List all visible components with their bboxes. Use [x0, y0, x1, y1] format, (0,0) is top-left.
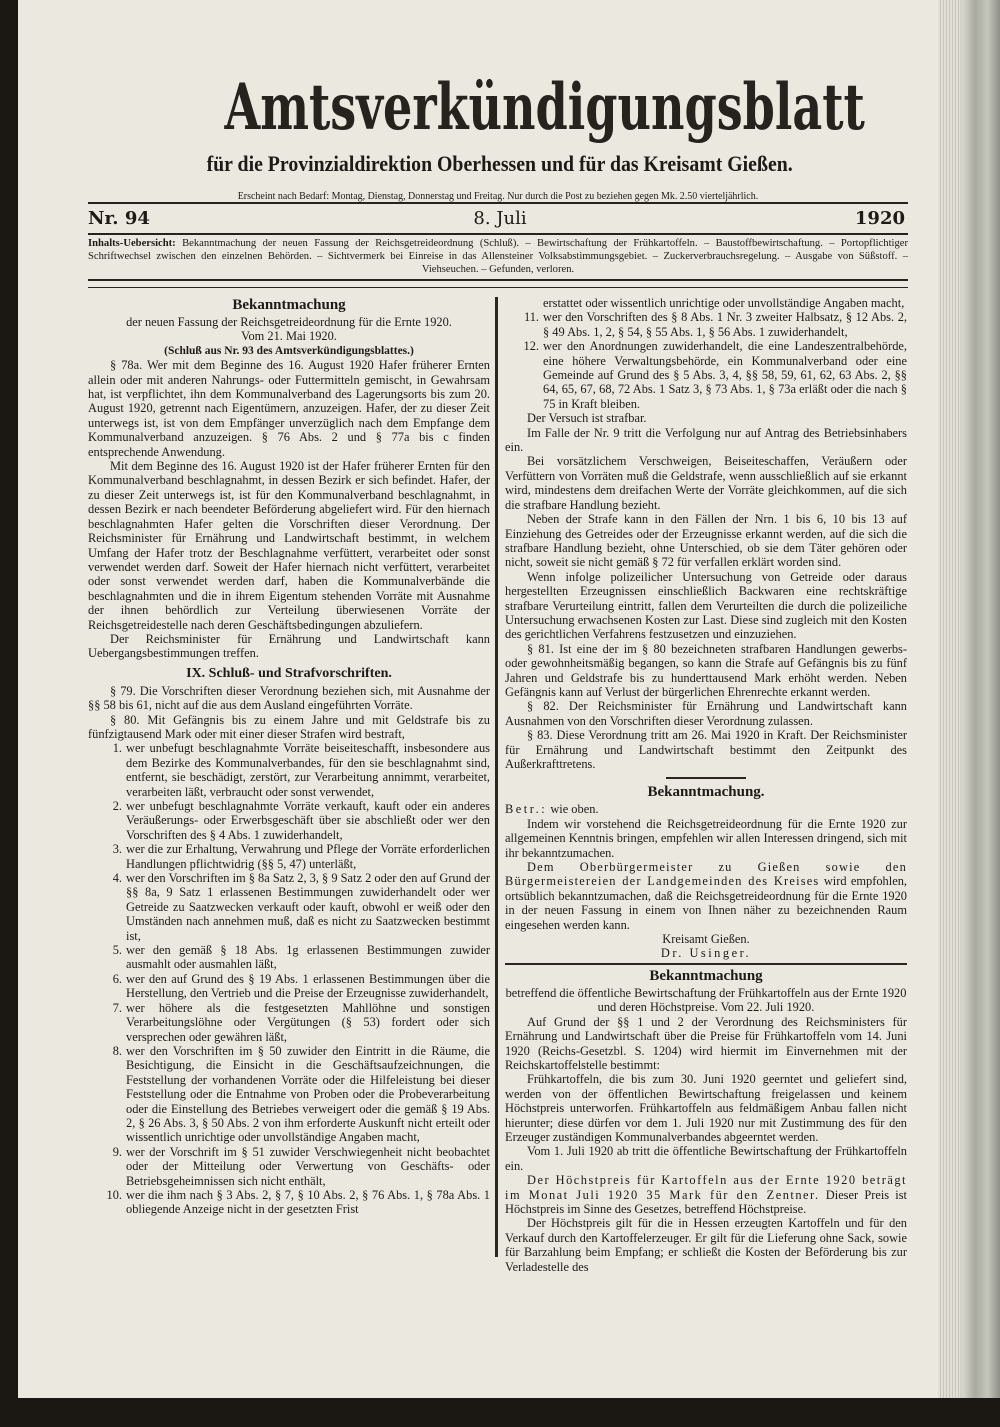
list-item — [88, 799, 490, 842]
item-number: 6. — [112, 971, 122, 986]
notice-subheading: betreffend die öffentliche Bewirtschaftung der Frühkartoffeln aus der Ernte 1920 und deren Höchstpreise. Vom 22. Juli 1920. — [505, 985, 907, 1015]
table-of-contents — [88, 237, 908, 276]
item-number: 1. — [112, 741, 122, 756]
issue-date: 8. Juli — [473, 208, 527, 229]
paragraph: Vom 1. Juli 1920 ab tritt die öffentliche Bewirtschaftung der Frühkartoffeln ein. — [505, 1144, 907, 1173]
penalty-list-continued — [505, 296, 907, 411]
list-item — [88, 1145, 490, 1188]
column-divider — [495, 297, 498, 1257]
header-rule — [88, 233, 908, 235]
paragraph: Der Höchstpreis gilt für die in Hessen erzeugten Kartoffeln und für den Verkauf durch den Kartoffelerzeuger. Er gilt für die Lieferung ohne Sack, sowie für Barzahlung beim Empfang; er schließt die Kosten der Beförderung bis zur Verladestelle des — [505, 1216, 907, 1274]
list-item — [88, 1188, 490, 1217]
issue-number: Nr. 94 — [88, 208, 150, 229]
paragraph: Mit dem Beginne des 16. August 1920 ist der Hafer früherer Ernten für den Kommunalverband beschlagnahmt, in dessen Bezirk er sich befindet. Hafer, der zu dieser Zeit unterwegs ist, ist für den Kommunalverband beschlagnahmt, in dessen Bezirk er nach beendeter Beförderung abgeliefert wird. Für den hiernach beschlagnahmten Hafer gelten die Vorschriften dieser Verordnung. Der Reichsminister für Ernährung und Landwirtschaft bestimmt, in welchem Umfang der Hafer trotz der Beschlagnahme verfüttert, verarbeitet oder sonst verwendet werden darf. Soweit der Hafer hiernach nicht verfüttert, verarbeitet oder sonst verwendet werden darf, haben die Kommunalverbände die beschlagnahmten und die in ihrem Eigentum stehenden Vorräte mit Ausnahme der ihnen behördlich zur Verteilung überwiesenen Vorräte der Reichsgetreidestelle nach deren Geschäftsbedingungen abzuliefern. — [88, 459, 490, 632]
item-text: wer den Anordnungen zuwiderhandelt, die eine Landeszentralbehörde, eine höhere Verwaltungsbehörde, ein Kommunalverband oder eine Gemeinde auf Grund des § 5 Abs. 3, 4, §§ 58, 59, 61, 62, 63 Abs. 2, §§ 64, 65, 67, 68, 72 Abs. 1 Satz 3, § 73 Abs. 1, § 73a erläßt oder die nach § 75 in Kraft bleiben. — [543, 339, 907, 411]
price-statement: Der Höchstpreis für Kartoffeln aus der Ernte 1920 beträgt im Monat Juli 1920 35 Mark für den Zentner. — [505, 1173, 907, 1202]
signature-office: Kreisamt Gießen. — [662, 932, 750, 947]
header-rule — [88, 287, 908, 288]
paragraph: Im Falle der Nr. 9 tritt die Verfolgung nur auf Antrag des Betriebsinhabers ein. — [505, 425, 907, 455]
paragraph: Bei vorsätzlichem Verschweigen, Beiseiteschaffen, Veräußern oder Verfüttern von Vorräten muß die Geldstrafe, wenn ausschließlich auf sie erkannt wird, mindestens dem dreifachen Werte der Vorräte gleichkommen, auf die sich die strafbare Handlung bezieht. — [505, 454, 907, 512]
publication-info: Erscheint nach Bedarf: Montag, Dienstag, Donnerstag und Freitag. Nur durch die Post zu beziehen gegen Mk. 2.50 vierteljährlich. — [237, 191, 759, 202]
paragraph: § 82. Der Reichsminister für Ernährung und Landwirtschaft kann Ausnahmen von den Vorschriften dieser Verordnung zulassen. — [505, 699, 907, 728]
item-text: wer höhere als die festgesetzten Mahllöhne und sonstigen Verarbeitungslöhne oder Vergütungen (§ 53) fordert oder sich versprechen oder gewähren läßt, — [126, 1000, 490, 1044]
publication-info-row — [88, 184, 908, 202]
page-stack-edge-lines — [938, 0, 960, 1398]
item-text: wer den Vorschriften im § 50 zuwider den Eintritt in die Räume, die Besichtigung, die Einsicht in die Geschäftsaufzeichnungen, die Feststellung der vorhandenen Vorräte oder die Hilfeleistung bei dieser Feststellung oder die Entnahme von Proben oder die Probeverarbeitung oder die Einstellung des Betriebes verweigert oder die gemäß § 19 Abs. 2, § 26 Abs. 3, § 50 Abs. 2 von ihm erforderte Auskunft nicht erteilt oder wissentlich unrichtige oder unvollständige Angaben macht, — [126, 1043, 490, 1145]
item-text: wer die zur Erhaltung, Verwahrung und Pflege der Vorräte erforderlichen Handlungen pflichtwidrig (§§ 5, 47) unterläßt, — [126, 842, 490, 871]
paragraph: § 81. Ist eine der im § 80 bezeichneten strafbaren Handlungen gewerbs- oder gewohnheitsmäßig begangen, so kann die Strafe auf Gefängnis bis zu fünf Jahren und Geldstrafe bis zu hunderttausend Mark erhöht werden. Neben Gefängnis kann auf Verlust der bürgerlichen Ehrenrechte erkannt werden. — [505, 641, 907, 699]
masthead — [100, 68, 900, 148]
list-item — [505, 296, 907, 310]
paragraph-text: Dieser Preis ist Höchstpreis im Sinne des Gesetzes, betreffend Höchstpreise. — [505, 1187, 907, 1216]
separator-rule — [505, 963, 907, 965]
item-number: 3. — [112, 842, 122, 857]
item-number: 2. — [112, 799, 122, 813]
item-text: wer unbefugt beschlagnahmte Vorräte verkauft, kauft oder ein anderes Veräußerungs- oder Erwerbsgeschäft über sie abschließt oder wer den Vorschriften des § 4 Abs. 1 zuwiderhandelt, — [126, 799, 490, 842]
subject-text: wie oben. — [550, 802, 599, 817]
penalty-list — [88, 741, 490, 1216]
list-item — [88, 842, 490, 871]
paragraph-text: wird empfohlen, ortsüblich bekanntzumachen, daß die Reichsgetreideordnung für die Ernte 1920 in der neuen Fassung in einem von Ihnen näher zu bezeichnenden Raum eingesehen werden kann. — [505, 874, 907, 932]
list-item — [88, 972, 490, 1001]
subject-line — [505, 802, 907, 816]
paragraph: § 80. Mit Gefängnis bis zu einem Jahre und mit Geldstrafe bis zu fünfzigtausend Mark oder mit einer dieser Strafen wird bestraft, — [88, 712, 490, 741]
list-item — [88, 871, 490, 943]
notice-subheading: der neuen Fassung der Reichsgetreideordnung für die Ernte 1920. — [126, 315, 452, 329]
paragraph: § 79. Die Vorschriften dieser Verordnung beziehen sich, mit Ausnahme der §§ 58 bis 61, nicht auf die aus dem Ausland eingeführten Vorräte. — [88, 683, 490, 713]
paragraph: Wenn infolge polizeilicher Untersuchung von Getreide oder daraus hergestellten Erzeugnissen einschließlich Backwaren eine rechtskräftige strafbare Verurteilung eintritt, fallen dem Verurteilten die durch die polizeiliche Untersuchung erwachsenen Kosten zur Last. Diese sind zugleich mit den Kosten des gerichtlichen Verfahrens festzusetzen und einzuziehen. — [505, 569, 907, 642]
item-text: wer den Vorschriften im § 8a Satz 2, 3, § 9 Satz 2 oder den auf Grund der §§ 8a, 9 Satz 1 erlassenen Bestimmungen zuwiderhandelt oder wer Getreide zu Saatzwecken verkauft oder kauft, obwohl er weiß oder den Umständen nach annehmen muß, daß es nicht zu Saatzwecken bestimmt ist, — [126, 871, 490, 943]
header-rule — [88, 202, 908, 204]
notice-heading: Bekanntmachung — [649, 967, 763, 984]
subject-label: Betr.: — [505, 802, 548, 817]
paragraph: Der Versuch ist strafbar. — [527, 411, 647, 426]
item-text: wer die ihm nach § 3 Abs. 2, § 7, § 10 Abs. 2, § 76 Abs. 1, § 78a Abs. 1 obliegende Anzeige nicht in der gesetzten Frist — [126, 1187, 490, 1217]
notice-heading: Bekanntmachung. — [647, 784, 765, 801]
left-column — [88, 296, 490, 1217]
list-item — [505, 310, 907, 339]
item-text: wer den gemäß § 18 Abs. 1g erlassenen Bestimmungen zuwider ausmahlt oder ausmahlen läßt, — [126, 943, 490, 972]
item-number: 7. — [112, 1000, 122, 1015]
signature-name: Dr. Usinger. — [660, 946, 752, 961]
item-text: wer unbefugt beschlagnahmte Vorräte beiseiteschafft, insbesondere aus dem Bezirke des Kommunalverbandes, für den sie beschlagnahmt sind, entfernt, sie beschädigt, zerstört, zur Verarbeitung annimmt, verarbeitet, verarbeiten läßt, verbraucht oder sonst verwendet, — [126, 741, 490, 799]
paragraph: § 78a. Wer mit dem Beginne des 16. August 1920 Hafer früherer Ernten allein oder mit anderen Nahrungs- oder Futtermitteln gemischt, in Gewahrsam hat, ist verpflichtet, ihn dem Kommunalverband des Lagerungsorts bis zum 20. August 1920, getrennt nach Eigentümern, anzuzeigen. Hafer, der zu dieser Zeit unterwegs ist, ist von dem Empfänger unverzüglich nach dem Empfange dem Kommunalverband anzuzeigen. § 76 Abs. 2 und § 77a bis c finden entsprechende Anwendung. — [88, 358, 490, 459]
section-heading: IX. Schluß- und Strafvorschriften. — [186, 665, 392, 681]
issue-year: 1920 — [854, 208, 905, 229]
header-rule — [88, 279, 908, 281]
notice-heading: Bekanntmachung — [232, 297, 346, 313]
item-number: 10. — [106, 1187, 122, 1202]
item-number: 8. — [112, 1043, 122, 1058]
right-column — [505, 296, 907, 1274]
separator-rule — [666, 777, 746, 779]
item-number: 12. — [523, 339, 539, 354]
item-number: 4. — [112, 871, 122, 886]
list-item — [88, 741, 490, 799]
paragraph: Neben der Strafe kann in den Fällen der Nrn. 1 bis 6, 10 bis 13 auf Einziehung des Getreides oder der Erzeugnisse erkannt werden, auf die sich die strafbare Handlung bezieht, ohne Unterschied, ob sie dem Täter gehören oder nicht, soweit sie nicht gemäß § 72 für verfallen erklärt worden sind. — [505, 512, 907, 570]
list-item — [88, 1044, 490, 1145]
contents-text: Bekanntmachung der neuen Fassung der Reichsgetreideordnung (Schluß). – Bewirtschaftung der Frühkartoffeln. – Baustoffbewirtschaftung. – Portopflichtiger Schriftwechsel zwischen den einzelnen Behörden. – Sichtvermerk bei Einreise in das Allensteiner Volksabstimmungsgebiet. – Zuckerverbrauchsregelung. – Ausgabe von Süßstoff. – Viehseuchen. – Gefunden, verloren. — [88, 238, 908, 275]
paragraph: Auf Grund der §§ 1 und 2 der Verordnung des Reichsministers für Ernährung und Landwirtschaft über die Preise für Frühkartoffeln vom 14. Juni 1920 (Reichs-Gesetzbl. S. 1204) wird hiermit im Einvernehmen mit der Reichskartoffelstelle bestimmt: — [505, 1014, 907, 1072]
addressees: Dem Oberbürgermeister zu Gießen sowie den Bürgermeistereien der Landgemeinden des Kreises — [505, 860, 907, 889]
paragraph — [505, 860, 907, 932]
item-text: wer den Vorschriften des § 8 Abs. 1 Nr. 3 zweiter Halbsatz, § 12 Abs. 2, § 49 Abs. 1, 2, § 54, § 55 Abs. 1, § 56 Abs. 1 zuwiderhandelt, — [543, 310, 907, 339]
notice-note: (Schluß aus Nr. 93 des Amtsverkündigungsblattes.) — [164, 344, 414, 357]
list-item — [88, 943, 490, 972]
paragraph: Indem wir vorstehend die Reichsgetreideordnung für die Ernte 1920 zur allgemeinen Kenntnis bringen, empfehlen wir allen Interessen dringend, sich mit ihr bekanntzumachen. — [505, 816, 907, 860]
paragraph: Frühkartoffeln, die bis zum 30. Juni 1920 geerntet und geliefert sind, werden von der öffentlichen Bewirtschaftung freigelassen und keinem Höchstpreis unterworfen. Frühkartoffeln aus feldmäßigem Anbau fallen nicht hierunter; diese dürfen vor dem 1. Juli 1920 nur mit Zustimmung des für den Erzeuger zuständigen Kommunalverbandes abgeerntet werden. — [505, 1072, 907, 1144]
paragraph: § 83. Diese Verordnung tritt am 26. Mai 1920 in Kraft. Der Reichsminister für Ernährung und Landwirtschaft bestimmt den Zeitpunkt des Außerkrafttretens. — [505, 728, 907, 771]
item-text: wer der Vorschrift im § 51 zuwider Verschwiegenheit nicht beobachtet oder der Mitteilung oder Verwertung von Geschäfts- oder Betriebsgeheimnissen sich nicht enthält, — [126, 1144, 490, 1188]
item-number: 5. — [112, 943, 122, 958]
masthead-subtitle: für die Provinzialdirektion Oberhessen und für das Kreisamt Gießen. — [206, 151, 794, 176]
contents-label: Inhalts-Uebersicht: — [88, 238, 176, 249]
masthead-subtitle-row — [90, 150, 910, 178]
paragraph: Der Reichsminister für Ernährung und Landwirtschaft kann Uebergangsbestimmungen treffen. — [88, 631, 490, 661]
list-item — [88, 1001, 490, 1044]
item-text: erstattet oder wissentlich unrichtige oder unvollständige Angaben macht, — [543, 296, 905, 310]
notice-date: Vom 21. Mai 1920. — [241, 329, 337, 344]
item-text: wer den auf Grund des § 19 Abs. 1 erlassenen Bestimmungen über die Herstellung, den Vertrieb und die Preise der Erzeugnisse zuwiderhandelt, — [126, 971, 490, 1001]
item-number: 9. — [112, 1144, 122, 1159]
masthead-title: Amtsverkündigungsblatt — [224, 70, 865, 145]
item-number: 11. — [523, 310, 539, 325]
list-item — [505, 339, 907, 411]
paragraph — [505, 1173, 907, 1216]
